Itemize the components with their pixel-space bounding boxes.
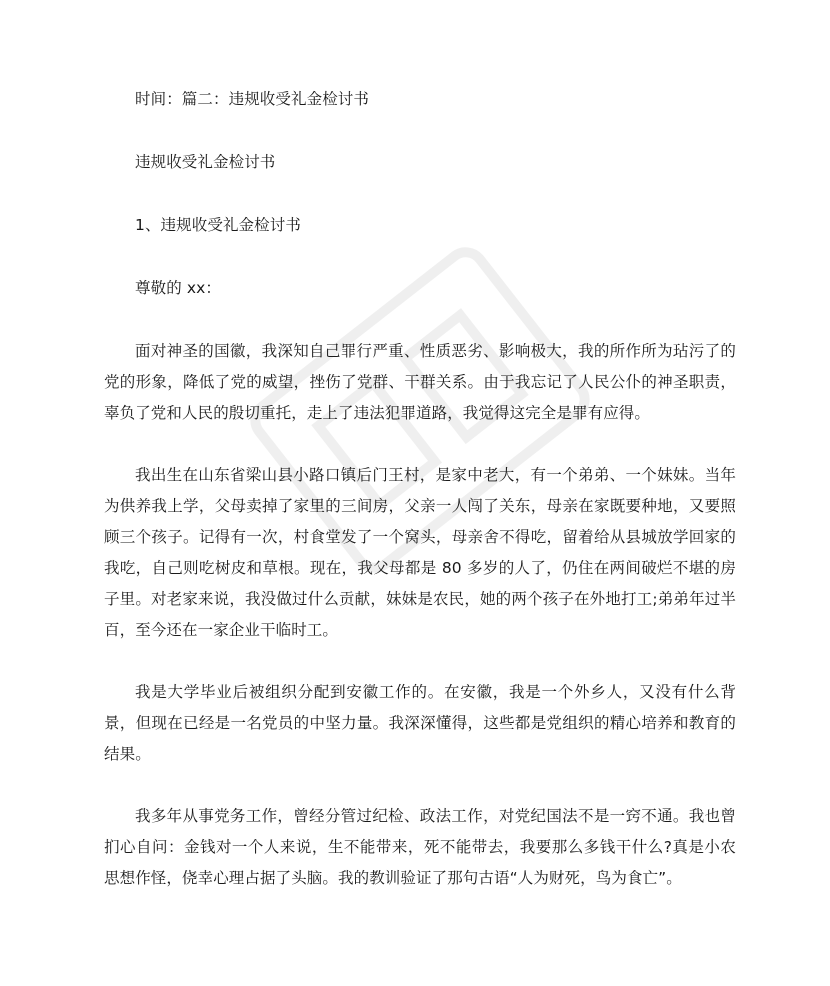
body-paragraph-3: 我是大学毕业后被组织分配到安徽工作的。在安徽，我是一个外乡人，又没有什么背景，但现在已经是一名党员的中坚力量。我深深懂得，这些都是党组织的精心培养和教育的结果。 xyxy=(104,683,736,763)
section-heading: 1、违规收受礼金检讨书 xyxy=(135,216,301,234)
time-line: 时间：篇二：违规收受礼金检讨书 xyxy=(135,90,370,108)
salutation: 尊敬的 xx： xyxy=(135,279,221,297)
body-paragraph-1: 面对神圣的国徽，我深知自己罪行严重、性质恶劣、影响极大，我的所作所为玷污了的党的形象，降低了党的威望，挫伤了党群、干群关系。由于我忘记了人民公仆的神圣职责，辜负了党和人民的殷切重托，走上了违法犯罪道路，我觉得这完全是罪有应得。 xyxy=(104,342,736,422)
document-body xyxy=(104,84,736,894)
body-paragraph-4: 我多年从事党务工作，曾经分管过纪检、政法工作，对党纪国法不是一窍不通。我也曾扪心自问：金钱对一个人来说，生不能带来，死不能带去，我要那么多钱干什么?真是小农思想作怪，侥幸心理占据了头脑。我的教训验证了那句古语“人为财死，鸟为食亡”。 xyxy=(104,807,736,887)
doc-title: 违规收受礼金检讨书 xyxy=(135,153,276,171)
body-paragraph-2: 我出生在山东省梁山县小路口镇后门王村，是家中老大，有一个弟弟、一个妹妹。当年为供养我上学，父母卖掉了家里的三间房，父亲一人闯了关东，母亲在家既要种地，又要照顾三个孩子。记得有一次，村食堂发了一个窝头，母亲舍不得吃，留着给从县城放学回家的我吃，自己则吃树皮和草根。现在，我父母都是 80 多岁的人了，仍住在两间破烂不堪的房子里。对老家来说，我没做过什么贡献，妹妹是农民，她的两个孩子在外地打工;弟弟年过半百，至今还在一家企业干临时工。 xyxy=(104,466,736,639)
